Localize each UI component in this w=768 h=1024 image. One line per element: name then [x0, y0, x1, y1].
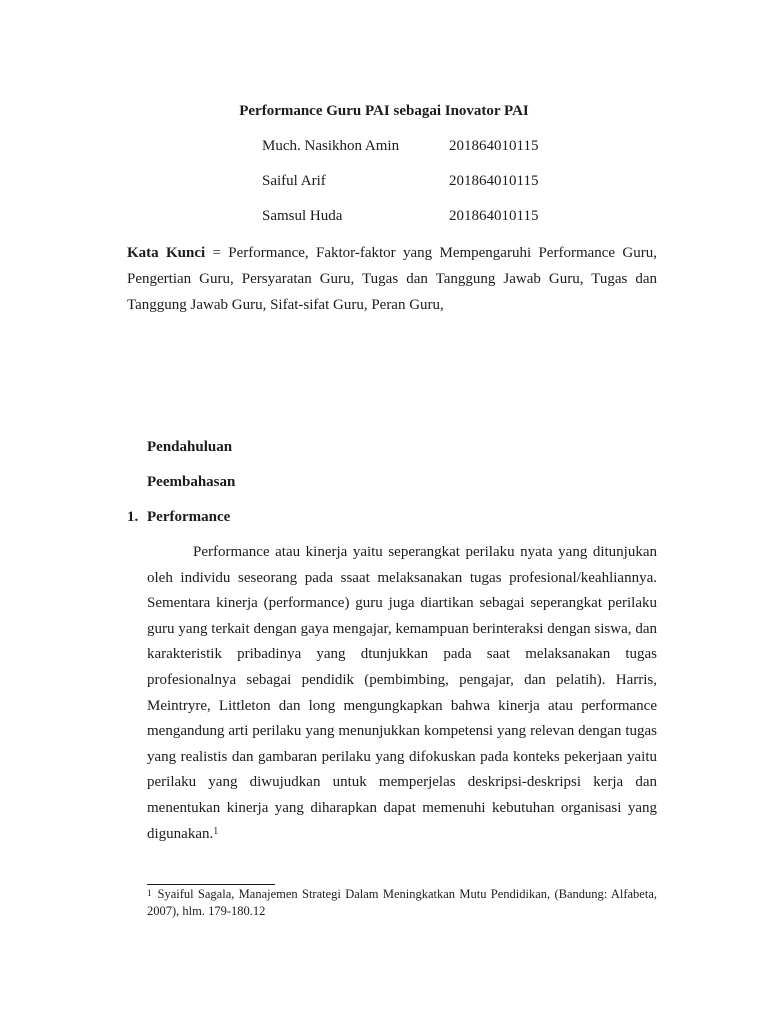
author-name: Samsul Huda	[262, 208, 343, 224]
author-name: Saiful Arif	[262, 173, 326, 189]
keywords-label: Kata Kunci	[127, 245, 206, 261]
heading-pembahasan: Peembahasan	[147, 474, 236, 490]
author-nim: 201864010115	[449, 208, 539, 224]
section-body-paragraph	[147, 540, 657, 847]
keywords-paragraph	[127, 240, 657, 318]
document-title: Performance Guru PAI sebagai Inovator PAI	[239, 103, 529, 119]
footnote	[147, 886, 657, 920]
author-nim: 201864010115	[449, 173, 539, 189]
footnote-reference[interactable]: 1	[213, 825, 219, 837]
heading-pendahuluan: Pendahuluan	[147, 439, 233, 455]
footnote-separator	[147, 884, 275, 885]
author-name: Much. Nasikhon Amin	[262, 138, 400, 154]
author-nim: 201864010115	[449, 138, 539, 154]
section-body-text: Performance atau kinerja yaitu seperangkat perilaku nyata yang ditunjukan oleh individu seseorang pada ssaat melaksanakan tugas profesional/keahliannya. Sementara kinerja (performance) guru juga diartikan sebagai seperangkat perilaku guru yang terkait dengan gaya mengajar, kemampuan berinteraksi dengan siswa, dan karakteristik pribadinya yang dtunjukkan pada saat melaksanakan tugas profesionalnya sebagai pendidik (pembimbing, pengajar, dan pelatih). Harris, Meintryre, Littleton dan long mengungkapkan bahwa kinerja atau performance mengandung arti perilaku yang menunjukkan kompetensi yang relevan dengan tugas yang realistis dan gambaran perilaku yang difokuskan pada konteks pekerjaan yaitu perilaku yang diwujudkan untuk memperjelas deskripsi-deskripsi kerja dan menentukan kinerja yang diharapkan dapat memenuhi kebutuhan organisasi yang digunakan.	[147, 544, 657, 842]
footnote-text: Syaiful Sagala, Manajemen Strategi Dalam Meningkatkan Mutu Pendidikan, (Bandung: Alfabeta, 2007), hlm. 179-180.12	[147, 887, 657, 918]
footnote-number: 1	[147, 888, 152, 898]
section-number: 1.	[127, 509, 139, 525]
section-title: Performance	[147, 509, 231, 525]
keywords-text: = Performance, Faktor-faktor yang Mempengaruhi Performance Guru, Pengertian Guru, Persyaratan Guru, Tugas dan Tanggung Jawab Guru, Tugas dan Tanggung Jawab Guru, Sifat-sifat Guru, Peran Guru,	[127, 245, 657, 313]
